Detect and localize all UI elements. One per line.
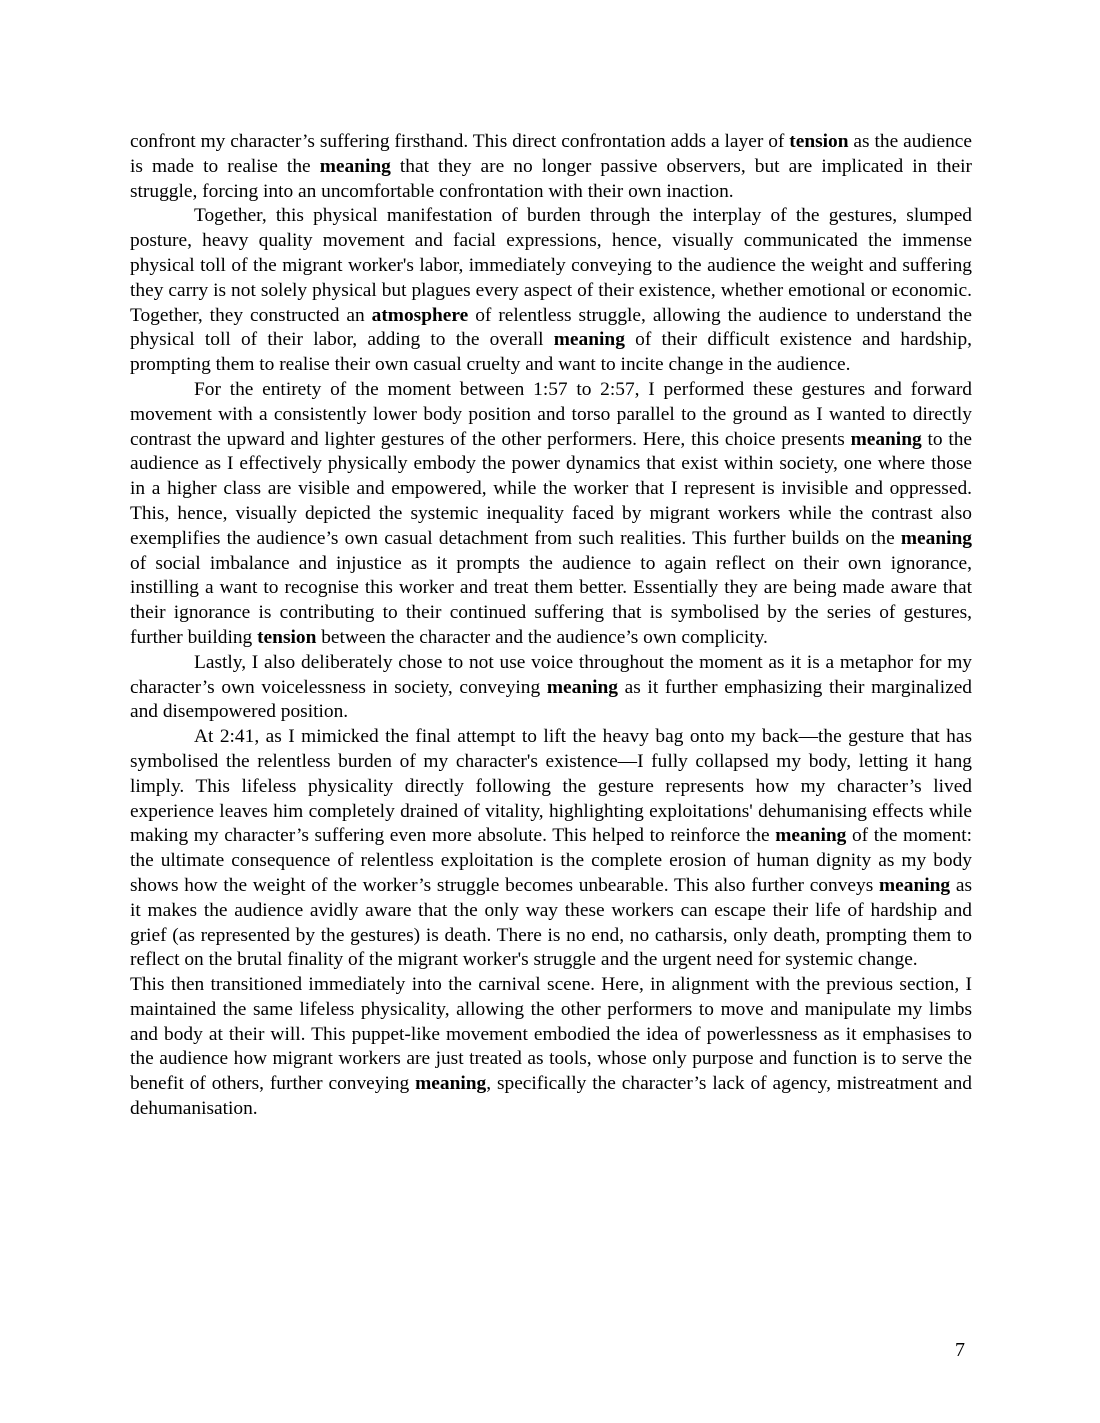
text-run: as it makes the audience avidly aware that the only way these workers can escape their life of hardship and grief (as represented by the gestures) is death. There is no end, no catharsis, only death, prompting them to reflect on the brutal finality of the migrant worker's struggle and the urgent need for systemic change. [130, 874, 972, 971]
paragraph-4 [130, 651, 972, 725]
text-run: of the moment: the ultimate consequence of relentless exploitation is the complete erosion of human dignity as my body shows how the weight of the worker’s struggle becomes unbearable. This also further conveys [130, 825, 972, 896]
text-run: Lastly, I also deliberately chose to not use voice throughout the moment as it is a metaphor for my character’s own voicelessness in society, conveying [130, 651, 972, 698]
text-run: that they are no longer passive observers, but are implicated in their struggle, forcing into an uncomfortable confrontation with their own inaction. [130, 155, 972, 202]
page-number: 7 [955, 1339, 965, 1361]
bold-term: tension [257, 626, 317, 648]
paragraph-6 [130, 973, 972, 1122]
text-run: of social imbalance and injustice as it prompts the audience to again reflect on their own ignorance, instilling a want to recognise this worker and treat them better. Essentially they are being made aware that their ignorance is contributing to their continued suffering that is symbolised by the series of gestures, further building [130, 552, 972, 648]
text-run: At 2:41, as I mimicked the final attempt to lift the heavy bag onto my back—the gesture that has symbolised the relentless burden of my character's existence—I fully collapsed my body, letting it hang limply. This lifeless physicality directly following the gesture represents how my character’s lived experience leaves him completely drained of vitality, highlighting exploitations' dehumanising effects while making my character’s suffering even more absolute. This helped to reinforce the [130, 726, 972, 847]
text-run: This then transitioned immediately into the carnival scene. Here, in alignment with the previous section, I maintained the same lifeless physicality, allowing the other performers to move and manipulate my limbs and body at their will. This puppet-like movement embodied the idea of powerlessness as it emphasises to the audience how migrant workers are just treated as tools, whose only purpose and function is to serve the benefit of others, further conveying [130, 974, 972, 1095]
bold-term: atmosphere [371, 304, 469, 326]
text-run: confront my character’s suffering firsthand. This direct confrontation adds a layer of [130, 131, 790, 152]
bold-term: meaning [546, 676, 618, 698]
paragraph-3 [130, 378, 972, 651]
bold-term: meaning [319, 155, 391, 177]
paragraph-1 [130, 130, 972, 204]
bold-term: meaning [878, 874, 951, 896]
text-run: of their difficult existence and hardship, prompting them to realise their own casual cruelty and want to incite change in the audience. [130, 329, 972, 376]
bold-term: meaning [850, 428, 922, 450]
paragraph-2 [130, 204, 972, 378]
bold-term: meaning [415, 1073, 487, 1095]
bold-term: meaning [775, 825, 847, 847]
document-body [130, 130, 972, 1122]
text-run: as it further emphasizing their marginalized and disempowered position. [130, 676, 972, 723]
text-run: to the audience as I effectively physically embody the power dynamics that exist within society, one where those in a higher class are visible and empowered, while the worker that I represent is invisible and oppressed. This, hence, visually depicted the systemic inequality faced by migrant workers while the contrast also exemplifies the audience’s own casual detachment from such realities. This further builds on the [130, 428, 973, 549]
text-run: For the entirety of the moment between 1:57 to 2:57, I performed these gestures and forward movement with a consistently lower body position and torso parallel to the ground as I wanted to directly contrast the upward and lighter gestures of the other performers. Here, this choice presents [130, 378, 972, 450]
paragraph-5 [130, 725, 972, 973]
text-run: between the character and the audience’s own complicity. [316, 626, 768, 648]
bold-term: meaning [900, 527, 972, 549]
text-run: , specifically the character’s lack of agency, mistreatment and dehumanisation. [130, 1073, 972, 1120]
text-run: as the audience is made to realise the [130, 131, 972, 177]
text-run: Together, this physical manifestation of burden through the interplay of the gestures, slumped posture, heavy quality movement and facial expressions, hence, visually communicated the immense physical toll of the migrant worker's labor, immediately conveying to the audience the weight and suffering they carry is not solely physical but plagues every aspect of their existence, whether emotional or economic. Together, they constructed an [130, 205, 972, 326]
bold-term: meaning [553, 329, 625, 351]
text-run: of relentless struggle, allowing the audience to understand the physical toll of their labor, adding to the overall [130, 304, 972, 351]
bold-term: tension [789, 131, 849, 152]
